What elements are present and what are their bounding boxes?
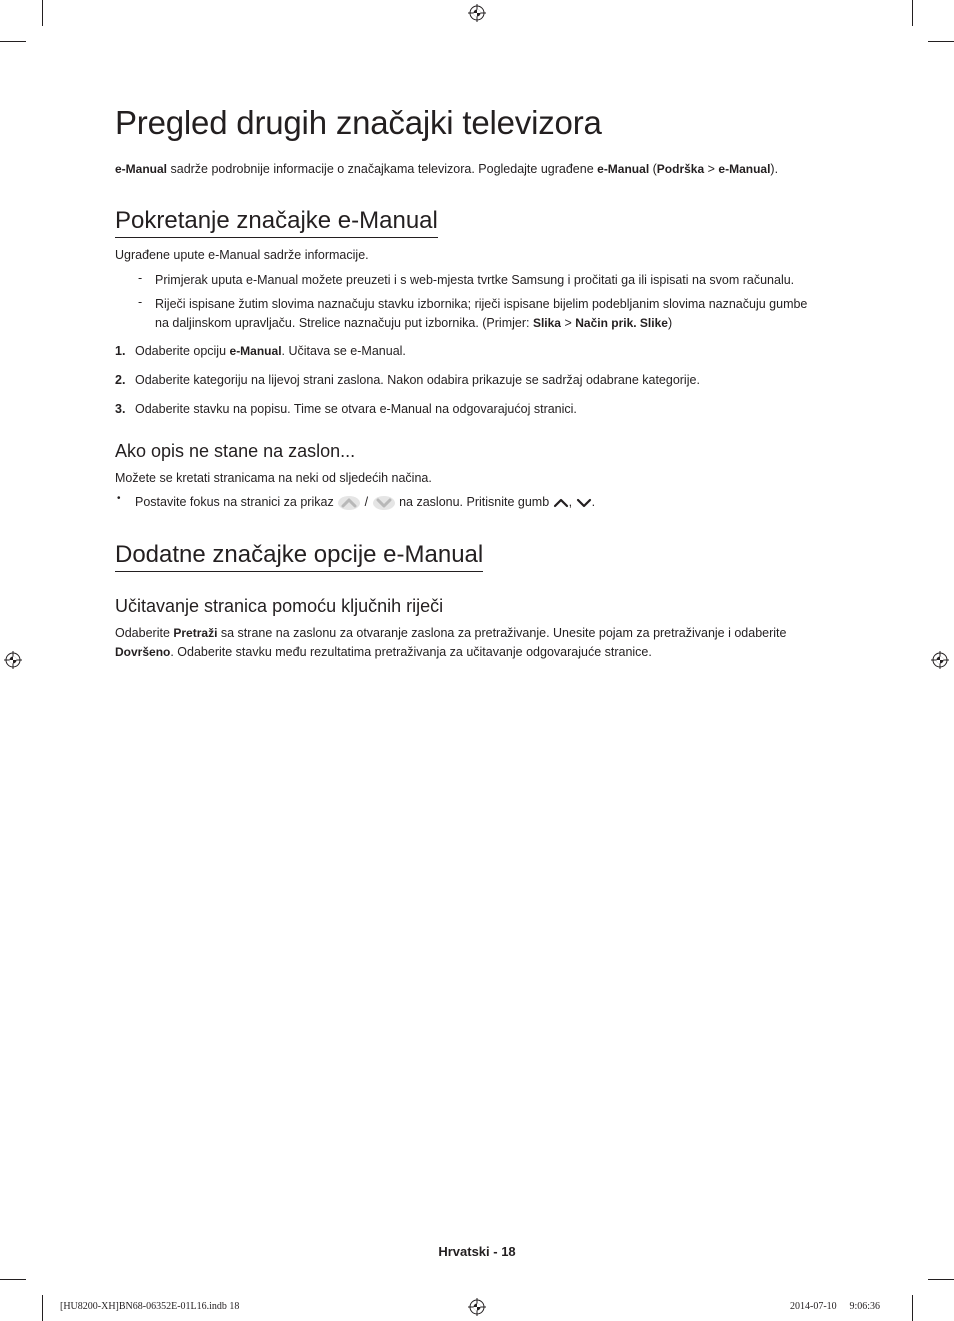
menu-term: Slika (532, 316, 561, 330)
crop-mark-top-left-v (42, 0, 43, 26)
subsection-title: Učitavanje stranica pomoću ključnih riječi (115, 596, 444, 616)
bullet-item: Postavite fokus na stranici za prikaz / na zaslonu. Pritisnite gumb , . (135, 493, 595, 512)
menu-term: e-Manual (229, 344, 282, 358)
note-item: Riječi ispisane žutim slovima naznačuju stavku izbornika; riječi ispisane bijelim podebljanim slovima naznačuju gumbe na daljinskom upravljaču. Strelice naznačuju put izbornika. (Primjer: Slika > Način prik. Slike) (155, 297, 808, 330)
section-title: Pokretanje značajke e-Manual (115, 206, 438, 238)
crop-mark-top-right-v (912, 0, 913, 26)
menu-term: e-Manual (115, 162, 168, 176)
subsection-title: Ako opis ne stane na zaslon... (115, 441, 356, 461)
print-slug-right: 2014-07-10 ￿ 9:06:36 (790, 1301, 880, 1312)
registration-mark-icon (468, 1298, 486, 1316)
crop-mark-top-left-h (0, 41, 26, 42)
step-number: 3. (115, 402, 126, 416)
menu-term: Podrška (656, 162, 705, 176)
menu-term: e-Manual (718, 162, 771, 176)
step-text: Odaberite kategoriju na lijevoj strani zaslona. Nakon odabira prikazuje se sadržaj odabrane kategorije. (135, 373, 700, 387)
subsection-paragraph: Odaberite Pretraži sa strane na zaslonu za otvaranje zaslona za pretraživanje. Unesite pojam za pretraživanje i odaberite Dovršeno. Odaberite stavku među rezultatima pretraživanja za učitavanje odgovarajuće stranice. (115, 626, 787, 659)
chevron-up-icon (553, 497, 569, 509)
crop-mark-bottom-left-h (0, 1279, 26, 1280)
print-slug-left: [HU8200-XH]BN68-06352E-01L16.indb 18 (60, 1301, 240, 1312)
menu-term: Dovršeno (115, 645, 171, 659)
chevron-down-icon (576, 497, 592, 509)
step-number: 2. (115, 373, 126, 387)
crop-mark-top-right-h (928, 41, 954, 42)
registration-mark-icon (4, 651, 22, 669)
note-dash: - (138, 295, 143, 309)
section-title: Dodatne značajke opcije e-Manual (115, 540, 483, 572)
crop-mark-bottom-right-h (928, 1279, 954, 1280)
step-text: Odaberite stavku na popisu. Time se otvara e-Manual na odgovarajućoj stranici. (135, 402, 577, 416)
scroll-down-icon (372, 494, 396, 512)
note-item: Primjerak uputa e-Manual možete preuzeti i s web-mjesta tvrtke Samsung i pročitati ga ili ispisati na svom računalu. (155, 273, 795, 287)
crop-mark-bottom-right-v (912, 1295, 913, 1321)
menu-term: Pretraži (173, 626, 218, 640)
intro-paragraph: e-Manual sadrže podrobnije informacije o značajkama televizora. Pogledajte ugrađene e-Manual (Podrška > e-Manual). (115, 162, 779, 176)
note-dash: - (138, 271, 143, 285)
section-lead: Ugrađene upute e-Manual sadrže informacije. (115, 248, 369, 262)
page-title: Pregled drugih značajki televizora (115, 104, 602, 141)
bullet-mark: • (117, 493, 121, 504)
scroll-up-icon (337, 494, 361, 512)
subsection-lead: Možete se kretati stranicama na neki od sljedećih načina. (115, 471, 432, 485)
menu-term: e-Manual (597, 162, 650, 176)
registration-mark-icon (931, 651, 949, 669)
menu-term: Način prik. Slike (575, 316, 668, 330)
step-text: Odaberite opciju e-Manual. Učitava se e-Manual. (135, 344, 406, 358)
registration-mark-icon (468, 4, 486, 22)
crop-mark-bottom-left-v (42, 1295, 43, 1321)
step-number: 1. (115, 344, 126, 358)
page-number: Hrvatski - 18 (438, 1244, 516, 1259)
